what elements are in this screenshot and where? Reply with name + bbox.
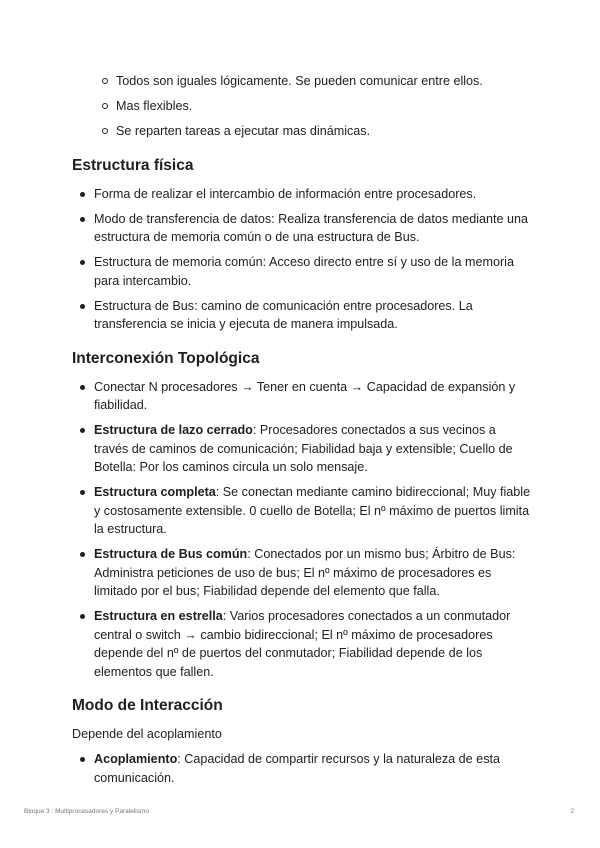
list-item: Se reparten tareas a ejecutar mas dinámicas. — [72, 122, 532, 141]
bullet-list-interconexion — [72, 378, 532, 682]
list-item — [72, 750, 532, 787]
term-description: : Varios procesadores conectados a un conmutador central o switch → cambio bidireccional; El nº máximo de procesadores depende del nº de puertos del conmutador; Fiabilidad depende de los elementos que fallen. — [94, 609, 511, 679]
list-item: Estructura de Bus: camino de comunicación entre procesadores. La transferencia se inicia y ejecuta de manera impulsada. — [72, 297, 532, 334]
term-description: : Procesadores conectados a sus vecinos a través de caminos de comunicación; Fiabilidad baja y extensible; Cuello de Botella: Por los caminos circula un solo mensaje. — [94, 423, 513, 474]
term-description: : Se conectan mediante camino bidireccional; Muy fiable y costosamente extensible. 0 cuello de Botella; El nº máximo de puertos limita la estructura. — [94, 485, 531, 536]
term-description: : Conectados por un mismo bus; Árbitro de Bus: Administra peticiones de uso de bus; El nº máximo de procesadores es limitado por el bus; Fiabilidad depende del elemento que falla. — [94, 547, 516, 598]
list-item — [72, 607, 532, 681]
section-heading-modo-interaccion: Modo de Interacción — [72, 697, 223, 714]
list-item: Conectar N procesadores → Tener en cuenta → Capacidad de expansión y fiabilidad. — [72, 378, 532, 415]
bullet-list-estructura-fisica — [72, 185, 532, 334]
term-description: : Capacidad de compartir recursos y la naturaleza de esta comunicación. — [94, 752, 500, 785]
list-item — [72, 483, 532, 539]
page-footer — [24, 808, 574, 815]
section-heading-estructura-fisica: Estructura física — [72, 156, 194, 174]
bullet-list-modo-interaccion — [72, 750, 532, 787]
list-item — [72, 421, 532, 477]
term-bold: Estructura en estrella — [94, 609, 223, 623]
page-number: 2 — [570, 808, 574, 815]
list-item: Mas flexibles. — [72, 97, 532, 116]
page-content — [72, 72, 532, 794]
list-item: Estructura de memoria común: Acceso directo entre sí y uso de la memoria para intercambio. — [72, 253, 532, 290]
section-heading-interconexion-topologica: Interconexión Topológica — [72, 349, 260, 367]
list-item: Todos son iguales lógicamente. Se pueden comunicar entre ellos. — [72, 72, 532, 91]
list-item: Forma de realizar el intercambio de información entre procesadores. — [72, 185, 532, 204]
footer-title: Bloque 3 : Multiprocesadores y Paralelismo — [24, 808, 150, 815]
term-bold: Estructura de Bus común — [94, 547, 248, 561]
sub-bullet-list — [72, 72, 532, 141]
section-intro: Depende del acoplamiento — [72, 727, 222, 741]
term-bold: Estructura de lazo cerrado — [94, 423, 253, 437]
term-bold: Estructura completa — [94, 485, 216, 499]
list-item — [72, 545, 532, 601]
term-bold: Acoplamiento — [94, 752, 178, 766]
list-item: Modo de transferencia de datos: Realiza transferencia de datos mediante una estructura de memoria común o de una estructura de Bus. — [72, 210, 532, 247]
